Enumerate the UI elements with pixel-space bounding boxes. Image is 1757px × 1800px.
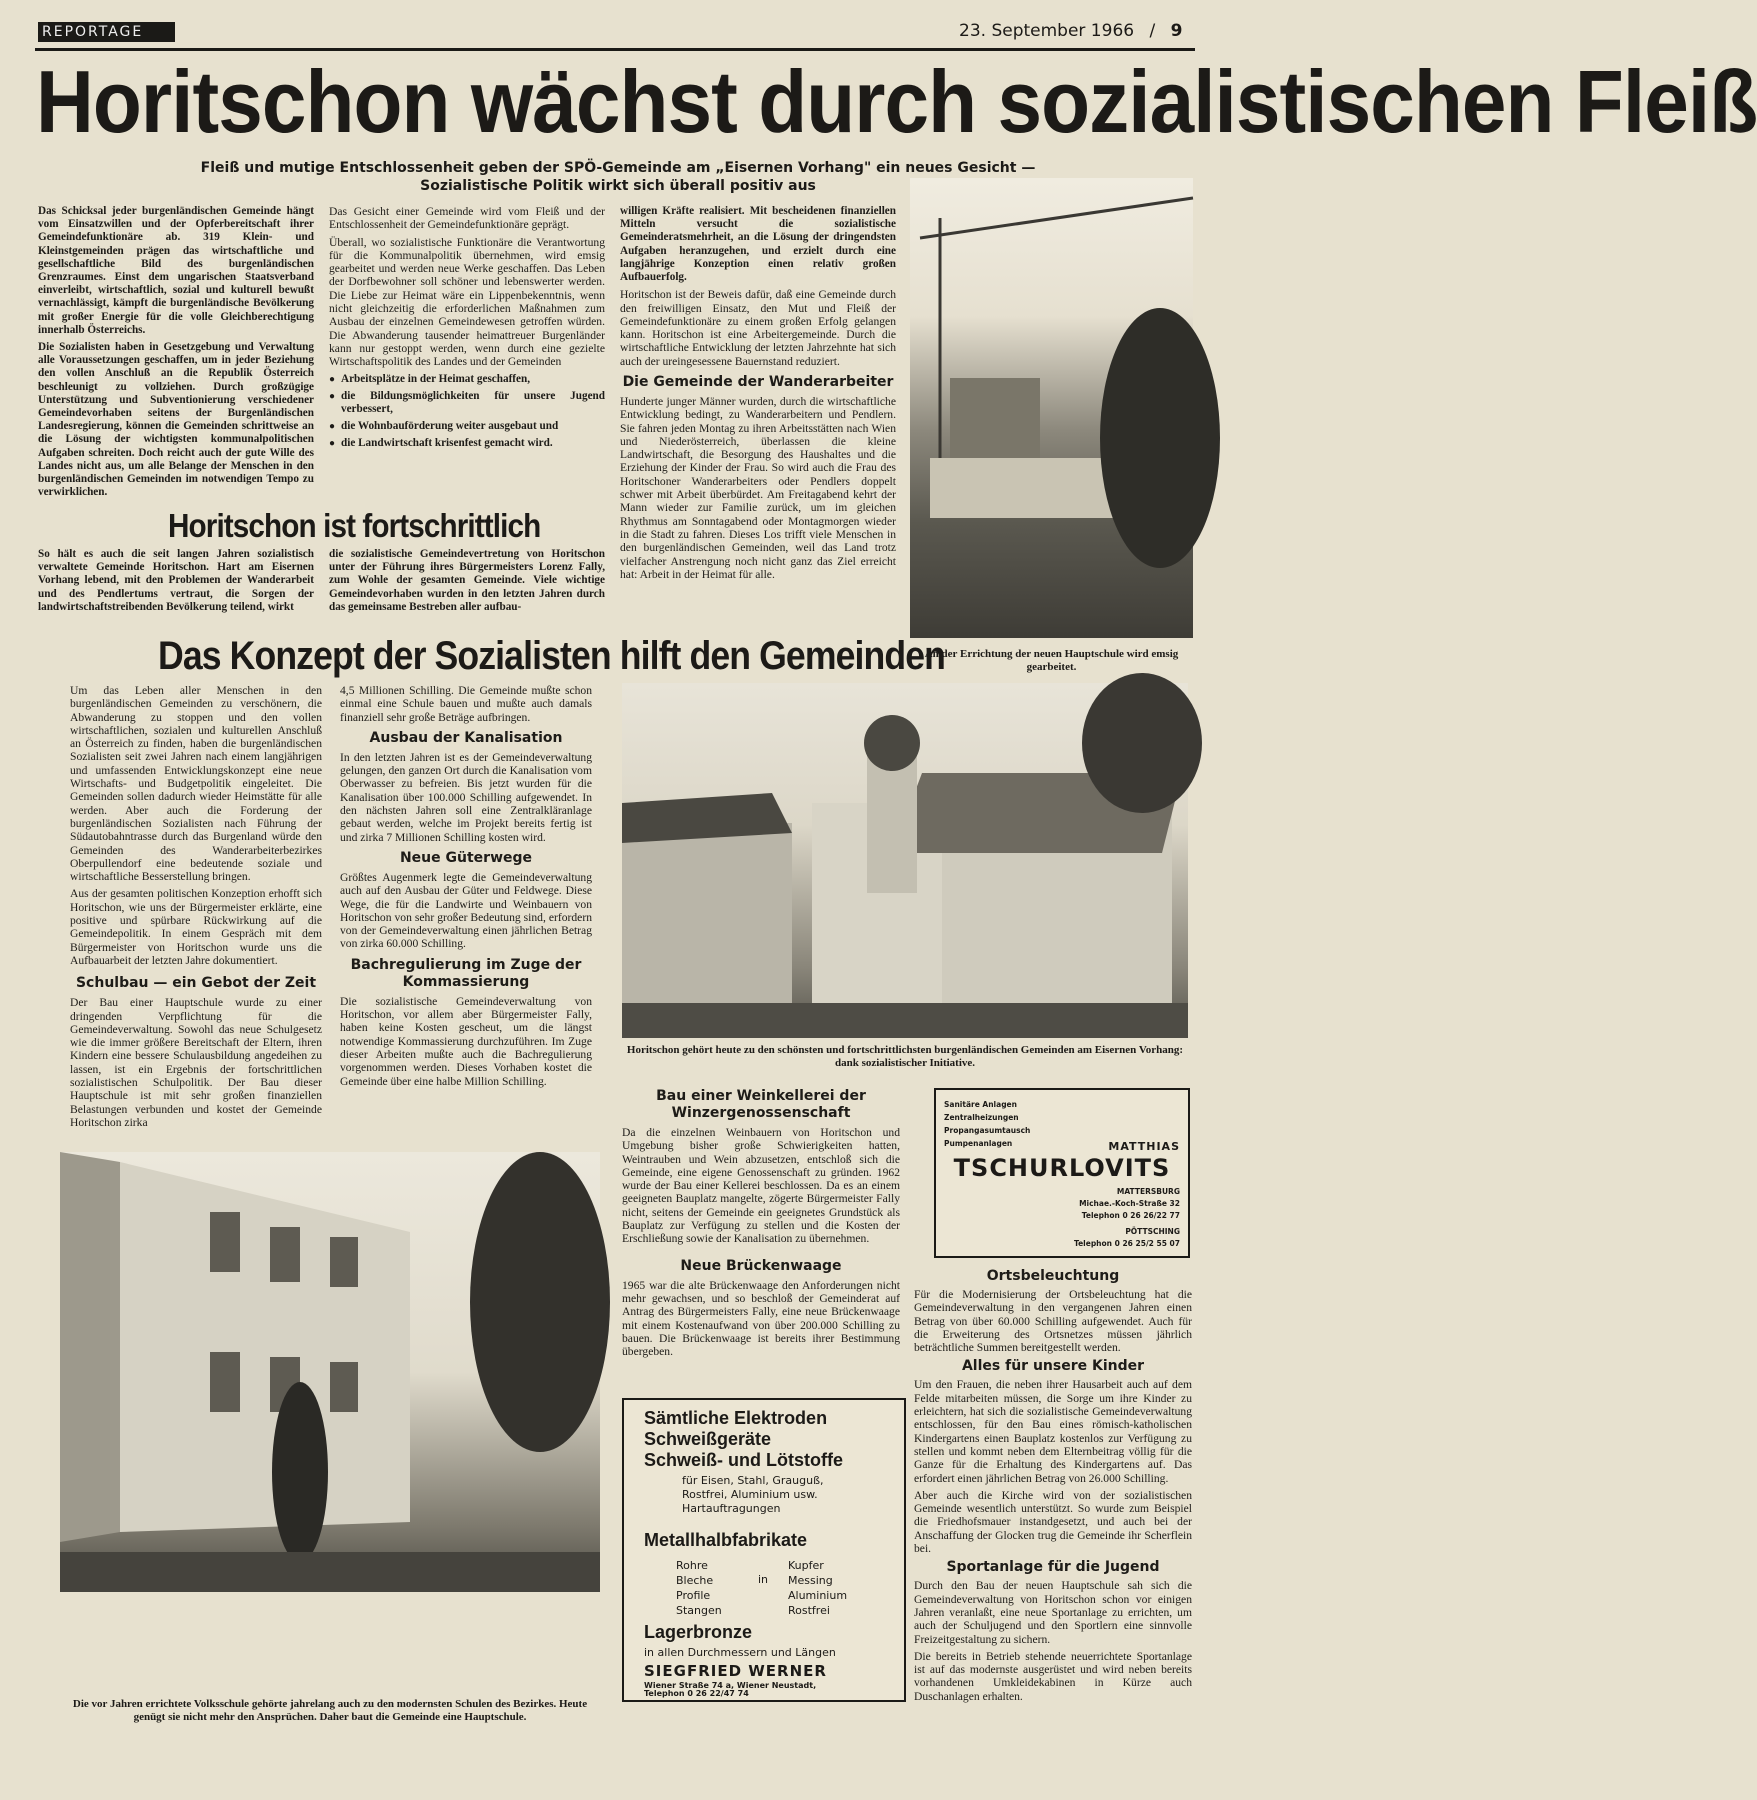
school-caption: Die vor Jahren errichtete Volksschule gehörte jahrelang auch zu den modernsten Schulen des Bezirkes. Heute genügt sie nicht mehr den Ansprüchen. Daher baut die Gemeinde eine Hauptschule. <box>72 1698 588 1723</box>
subhead-line-2: Sozialistische Politik wirkt sich überall positiv aus <box>420 178 816 194</box>
schulbau-text: Der Bau einer Hauptschule wurde zu einer dringenden Verpflichtung für die Gemeindeverwaltung. Sowohl das neue Schulgesetz wie die immer größere Bereitschaft der Eltern, ihren Kindern eine bessere Schulausbildung angedeihen zu lassen, ist ein Ergebnis der fortschrittlichen sozialistischen Schulpolitik. Der Bau dieser Hauptschule ist mit sehr großen finanziellen Belastungen verbunden und kostet der Gemeinde Horitschon zirka <box>70 996 322 1129</box>
gueter-heading: Neue Güterwege <box>399 849 533 866</box>
ad2-right: Aluminium <box>788 1589 848 1602</box>
list-item: ● die Wohnbauförderung weiter ausgebaut und <box>329 420 605 433</box>
ad2-right: Rostfrei <box>788 1604 830 1617</box>
page-number: 9 <box>1170 21 1183 41</box>
school-photo <box>60 1152 600 1592</box>
ad1-city1: MATTERSBURG <box>1116 1187 1180 1196</box>
orts-heading: Ortsbeleuchtung <box>986 1268 1120 1284</box>
kanal-text: In den letzten Jahren ist es der Gemeindeverwaltung gelungen, den ganzen Ort durch die Kanalisation vom Oberwasser zu befreien. Bis jetzt wurden für die Kanalisation über 100.000 Schilling aufgewendet. In den nächsten Jahren soll eine Zentralkläranlage gebaut werden, welche im Projekt bereits fertig ist und zirka 7 Millionen Schilling kosten wird. <box>340 750 592 844</box>
sport-heading: Sportanlage für die Jugend <box>946 1559 1160 1576</box>
intro-col-1 <box>38 205 314 503</box>
ad2-right: Messing <box>788 1574 833 1587</box>
fort-col-1: So hält es auch die seit langen Jahren sozialistisch verwaltete Gemeinde Horitschon. Hart am Eisernen Vorhang lebend, mit den Problemen der Wanderarbeit und des Pendlertums vertraut, die Sorgen der landwirtschaftstreibenden Bevölkerung teilend, wirkt <box>38 548 314 613</box>
konzept-heading: Das Konzept der Sozialisten hilft den Gemeinden <box>158 634 945 678</box>
ad1-addr1: Michae.-Koch-Straße 32 <box>1079 1199 1180 1208</box>
bruecke-text: 1965 war die alte Brückenwaage den Anforderungen nicht mehr gewachsen, und so beschloß der Gemeinderat auf Antrag des Bürgermeisters Fally, eine neue Brückenwaage mit einem Kostenaufwand von über 200.000 Schilling zu bauen. Die Brückenwaage ist bereits ihrer Bestimmung übergeben. <box>622 1278 900 1359</box>
construction-photo <box>910 178 1193 638</box>
list-item: ● die Landwirtschaft krisenfest gemacht wird. <box>329 437 605 450</box>
ad1-firstname: MATTHIAS <box>1108 1140 1180 1153</box>
wein-column <box>622 1088 900 1362</box>
bruecke-heading: Neue Brückenwaage <box>680 1257 842 1274</box>
bach-heading: Bachregulierung im Zuge der Kommassierung <box>350 956 582 990</box>
ad2-sub: Hartauftragungen <box>682 1502 781 1515</box>
ad2-title-2: Schweißgeräte <box>644 1429 772 1449</box>
fort-col-2: die sozialistische Gemeindevertretung von Horitschon unter der Führung ihres Bürgermeisters Lorenz Fally, zum Wohle der gesamten Gemeinde. Viele wichtige Gemeindevorhaben wurden in den letzten Jahren durch das gemeinsame Bestreben aller aufbau- <box>329 548 605 613</box>
sport-text-1: Durch den Bau der neuen Hauptschule sah sich die Gemeindeverwaltung von Horitschon schon vor einigen Jahren veranlaßt, eine neue Sportanlage zu errichten, um auch der Schuljugend und den Sportlern eine sinnvolle Freizeitgestaltung zu sichern. <box>914 1579 1192 1646</box>
ad2-left: Bleche <box>676 1574 714 1587</box>
ad1-line: Sanitäre Anlagen <box>944 1100 1017 1109</box>
ad2-sub: Rostfrei, Aluminium usw. <box>682 1488 818 1501</box>
ad2-title-4: Metallhalbfabrikate <box>644 1530 808 1550</box>
headline: Horitschon wächst durch sozialistischen Fleiß <box>36 52 1757 151</box>
church-caption: Horitschon gehört heute zu den schönsten und fortschrittlichsten burgenländischen Gemeinden am Eisernen Vorhang: dank sozialistischer Initiative. <box>626 1044 1184 1069</box>
kanal-heading: Ausbau der Kanalisation <box>369 729 563 746</box>
gueter-text: Größtes Augenmerk legte die Gemeindeverwaltung auch auf den Ausbau der Güter und Feldwege. Diese Wege, die für die Landwirte und Weinbauern von Horitschon von sehr großer Bedeutung sind, erfordern von der Gemeindeverwaltung einen jährlichen Betrag von zirka 60.000 Schilling. <box>340 870 592 951</box>
list-item: ● Arbeitsplätze in der Heimat geschaffen, <box>329 373 605 386</box>
ad1-line: Zentralheizungen <box>944 1113 1019 1122</box>
header-rule <box>35 48 1195 51</box>
date-text: 23. September 1966 <box>959 21 1135 41</box>
ad1-lastname: TSCHURLOVITS <box>953 1154 1171 1182</box>
ad1-line: Propangasumtausch <box>944 1126 1031 1135</box>
intro-col-3 <box>620 205 896 585</box>
intro-para-5: willigen Kräfte realisiert. Mit bescheidenen finanziellen Mitteln versucht die sozialistische Gemeinderatsmehrheit, an die Lösung der dringendsten Aufgaben heranzugehen, und erzielt durch eine langjährige Konzeption einen relativ großen Aufbauerfolg. <box>620 205 896 284</box>
church-icon <box>622 683 1188 1038</box>
right-column <box>914 1268 1192 1707</box>
wein-text: Da die einzelnen Weinbauern von Horitschon und Umgebung bisher große Schwierigkeiten hatten, Weintrauben und Wein abzusetzen, entschloß sich die Gemeinde, eine eigene Genossenschaft zu gründen. 1962 wurde der Bau einer Kellerei beschlossen. Da es an einem geeigneten Bauplatz mangelte, zögerte Bürgermeister Fally nicht, seitens der Gemeinde ein geeignetes Grundstück als Bauplatz zur Verfügung zu stellen und die Kosten der Erschließung sowie der Kanalisation zu übernehmen. <box>622 1126 900 1246</box>
ad1-city2: PÖTTSCHING <box>1125 1227 1180 1236</box>
sport-text-2: Die bereits in Betrieb stehende neuerrichtete Sportanlage ist auf das modernste ausgerüstet und wird neben bereits vorhandenen Umkleidekabinen in Kürze auch Duschanlagen erhalten. <box>914 1649 1192 1703</box>
ad2-title-5: Lagerbronze <box>644 1622 753 1642</box>
ad2-tel: Telephon 0 26 22/47 74 <box>644 1689 749 1698</box>
ad2-left: Rohre <box>676 1559 708 1572</box>
orts-text: Für die Modernisierung der Ortsbeleuchtung hat die Gemeindeverwaltung in den vergangenen Jahren einen Betrag von über 60.000 Schilling aufgewendet. Auch für die Erweiterung des Ortsnetzes müssen jährlich beträchtliche Summen bereitgestellt werden. <box>914 1288 1192 1355</box>
bach-text: Die sozialistische Gemeindeverwaltung von Horitschon, vor allem aber Bürgermeister Fally, haben keine Kosten gescheut, um die längst notwendige Kommassierung durchzuführen. Im Zuge dieser Arbeiten mußte auch die Bachregulierung vorgenommen werden. Dieses Vorhaben kostet die Gemeinde über eine halbe Million Schilling. <box>340 994 592 1088</box>
subhead-line-1: Fleiß und mutige Entschlossenheit geben der SPÖ-Gemeinde am „Eisernen Vorhang" ein neues Gesicht — <box>200 160 1036 176</box>
ad1-line: Pumpenanlagen <box>944 1139 1013 1148</box>
kinder-text-1: Um den Frauen, die neben ihrer Hausarbeit auch auf dem Felde mitarbeiten müssen, die Sorge um ihre Kinder zu erleichtern, hat sich die sozialistische Gemeindeverwaltung entschlossen, für den Bau eines römisch-katholischen Kindergartens einen Bauplatz kostenlos zur Verfügung zu stellen und kommt neben dem Elternbeitrag völlig für die Ganze für die Erhaltung des Kindergartens auf. Das erfordert einen jährlichen Betrag von 26.000 Schilling. <box>914 1378 1192 1485</box>
intro-para-6: Horitschon ist der Beweis dafür, daß eine Gemeinde durch den freiwilligen Einsatz, den Mut und Fleiß der Gemeindefunktionäre zu einem großen Erfolg gelangen kann. Horitschon ist eine Arbeitergemeinde. Durch die wirtschaftliche Entwicklung der letzten Jahrzehnte hat sich auch der ureingesessene Bauernstand reduziert. <box>620 288 896 368</box>
crane-icon <box>910 178 1193 638</box>
construction-caption: An der Errichtung der neuen Hauptschule wird emsig gearbeitet. <box>924 648 1179 673</box>
list-item: ● die Bildungsmöglichkeiten für unsere Jugend verbessert, <box>329 390 605 416</box>
bullet-list <box>329 373 605 451</box>
ad2-addr: Wiener Straße 74 a, Wiener Neustadt, <box>644 1681 817 1690</box>
intro-para-1: Das Schicksal jeder burgenländischen Gemeinde hängt vom Einsatzwillen und der Opferbereitschaft ihrer Gemeindefunktionäre ab. 319 Klein- und Kleinstgemeinden prägen das wirtschaftliche und gesellschaftliche Bild des burgenländischen Grenzraumes. Einst dem ungarischen Staatsverband einverleibt, wirtschaftlich, sozial und kulturell bewußt vernachlässigt, kämpft die burgenländische Bevölkerung mit großer Energie für die volle Gleichberechtigung innerhalb Österreichs. <box>38 205 314 336</box>
ad2-sizes: in allen Durchmessern und Längen <box>644 1646 836 1659</box>
intro-para-3: Das Gesicht einer Gemeinde wird vom Fleiß und der Entschlossenheit der Gemeindefunktionäre geprägt. <box>329 205 605 232</box>
konzept-para-1: Um das Leben aller Menschen in den burgenländischen Gemeinden zu verschönern, die Abwanderung zu stoppen und den vollen wirtschaftlichen, sozialen und kulturellen Anschluß an Österreich zu finden, haben die burgenländischen Sozialisten seit zwei Jahren nach einem langjährigen und umfassenden Entwicklungskonzept eine neue Wirtschafts- und Budgetpolitik eingeleitet. Die Gemeinden sollen dadurch wieder Heimstätte für alle werden. Aber auch die Forderung der burgenländischen Sozialisten nach Führung der Südautobahntrasse durch das Burgenland würde den Gemeinden des Wanderarbeiterbezirkes Oberpullendorf eine bedeutende soziale und wirtschaftliche Besserstellung bringen. <box>70 684 322 884</box>
ad2-left: Profile <box>676 1589 711 1602</box>
ad2-right: Kupfer <box>788 1559 824 1572</box>
school-icon <box>60 1152 600 1592</box>
section-label-text: REPORTAGE <box>42 24 144 40</box>
ad-tschurlovits <box>934 1088 1190 1258</box>
kinder-heading: Alles für unsere Kinder <box>961 1358 1145 1375</box>
konzept-para-2: Aus der gesamten politischen Konzeption erhofft sich Horitschon, wie uns der Bürgermeister erklärte, eine positive und spürbare Rückwirkung auf die Gemeindepolitik. In einem Gespräch mit dem Bürgermeister von Horitschon wurde uns die Aufbauarbeit der letzten Jahre dokumentiert. <box>70 887 322 967</box>
schulbau-heading: Schulbau — ein Gebot der Zeit <box>75 975 317 992</box>
kinder-text-2: Aber auch die Kirche wird von der sozialistischen Gemeinde wesentlich unterstützt. So wurde zum Beispiel die Friedhofsmauer instandgesetzt, und auch bei der Anschaffung der Glocken trug die Gemeinde ihr Scherflein bei. <box>914 1488 1192 1556</box>
intro-para-2: Die Sozialisten haben in Gesetzgebung und Verwaltung alle Voraussetzungen geschaffen, um in jeder Beziehung den vollen Anschluß an die Republik Österreich beschleunigt zu vollziehen. Durch großzügige Unterstützung und Subventionierung verschiedener Gemeindevorhaben seitens der Burgenländischen Landesregierung, können die Gemeinden schrittweise an die Lösung der wichtigsten kommunalpolitischen Aufgaben schreiten. Doch reicht auch der gute Wille des Landes nicht aus, um alle Belange der Menschen in den burgenländischen Gemeinden im notwendigen Tempo zu verwirklichen. <box>38 341 314 499</box>
ad2-title-3: Schweiß- und Lötstoffe <box>644 1450 843 1470</box>
page-date <box>959 21 1182 41</box>
konzept-col-1 <box>70 684 322 1133</box>
ad-werner <box>622 1398 906 1702</box>
wander-text: Hunderte junger Männer wurden, durch die wirtschaftliche Entwicklung bedingt, zu Wanderarbeitern und Pendlern. Sie fahren jeden Montag zu ihren Arbeitsstätten nach Wien und Niederösterreich, überlassen die kleine Landwirtschaft, die Besorgung des Haushaltes und die Erziehung der Kinder der Frau. So wird auch die Frau des Horitschoner Wanderarbeiters oder Pendlers doppelt schwer mit Arbeit überbürdet. Am Freitagabend kehrt der Mann wieder zur Familie zurück, um im gleichen Rhythmus am Sonntagabend oder Montagmorgen wieder in die Stadt zu fahren. Dieses Los trifft viele Menschen in den burgenländischen Gemeinden, weil das Land trotz vielfacher Anstrengung noch nicht ganz das Ziel erreicht hat: Arbeit in der Heimat für alle. <box>620 395 896 581</box>
ad2-mid: in <box>758 1573 769 1586</box>
ad2-sub: für Eisen, Stahl, Grauguß, <box>682 1474 824 1487</box>
wein-heading: Bau einer Weinkellerei der Winzergenossenschaft <box>656 1088 866 1121</box>
ad1-tel1: Telephon 0 26 26/22 77 <box>1081 1211 1180 1220</box>
church-photo <box>622 683 1188 1038</box>
date-sep: / <box>1149 21 1156 41</box>
wander-heading: Die Gemeinde der Wanderarbeiter <box>622 374 894 390</box>
intro-col-2 <box>329 205 605 455</box>
intro-para-4: Überall, wo sozialistische Funktionäre die Verantwortung für die Kommunalpolitik übernehmen, wird emsig gearbeitet und werden neue Werke geschaffen. Das Leben der Dorfbewohner soll schöner und lebenswerter werden. Die Liebe zur Heimat wäre ein Lippenbekenntnis, wenn nicht gleichzeitig die erforderlichen Maßnahmen zum Ausbau der einzelnen Gemeindewesen getroffen würden. Die Abwanderung tausender heimattreuer Burgenländer kann nur gestoppt werden, wenn durch eine gezielte Wirtschaftspolitik des Landes und der Gemeinden <box>329 235 605 369</box>
ad2-title-1: Sämtliche Elektroden <box>644 1408 828 1428</box>
ad2-company: SIEGFRIED WERNER <box>644 1662 827 1680</box>
konzept-para-3: 4,5 Millionen Schilling. Die Gemeinde mußte schon einmal eine Schule bauen und mußte auch damals finanziell sehr große Beträge aufbringen. <box>340 684 592 724</box>
ad1-tel2: Telephon 0 26 25/2 55 07 <box>1073 1239 1180 1248</box>
ad2-left: Stangen <box>676 1604 722 1617</box>
konzept-col-2 <box>340 684 592 1092</box>
fort-heading: Horitschon ist fortschrittlich <box>168 507 541 544</box>
